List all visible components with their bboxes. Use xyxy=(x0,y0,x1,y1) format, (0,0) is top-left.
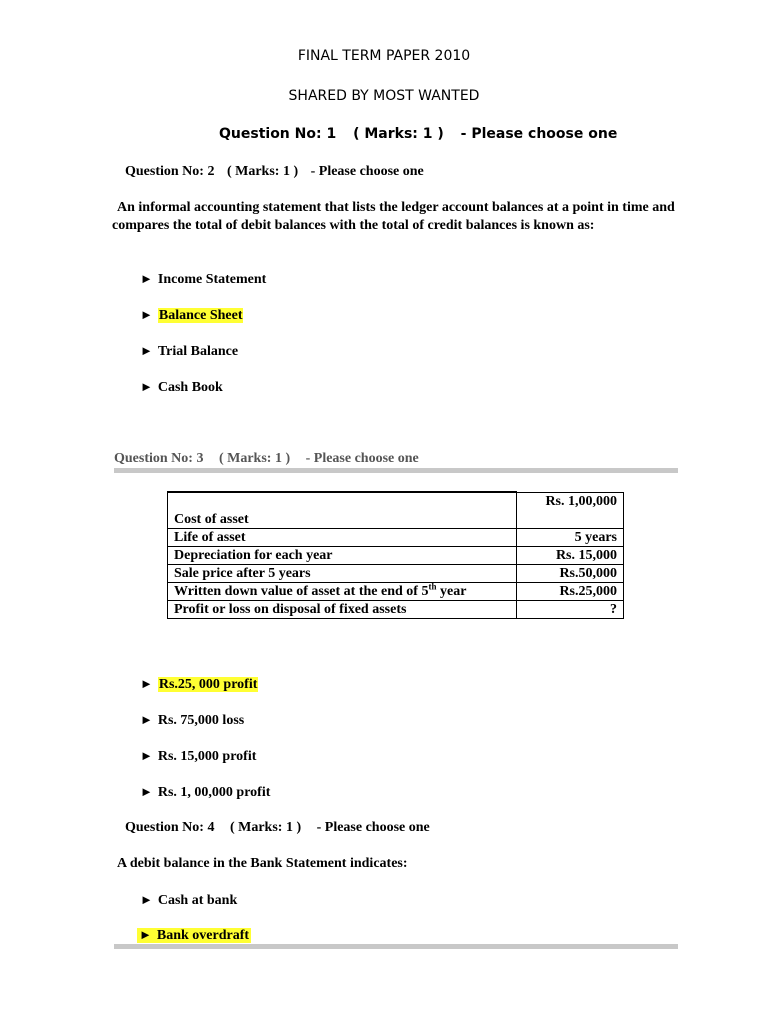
q2-option-4[interactable] xyxy=(140,379,223,396)
q4-option-2[interactable] xyxy=(137,927,251,944)
question-label: Question No: 1 xyxy=(219,126,337,142)
question-marks: ( Marks: 1 ) xyxy=(353,126,444,142)
table-cell-value: Rs.50,000 xyxy=(517,565,624,583)
option-label: Cash at bank xyxy=(157,893,238,908)
question-marks: ( Marks: 1 ) xyxy=(226,164,299,179)
question-2-header xyxy=(125,164,424,180)
table-row xyxy=(168,583,624,601)
triangle-right-icon: ► xyxy=(140,271,153,286)
triangle-right-icon: ► xyxy=(140,343,153,358)
question-instruction: - Please choose one xyxy=(305,451,419,466)
triangle-right-icon: ► xyxy=(140,748,153,763)
question-2-text: An informal accounting statement that lists the ledger account balances at a point in time and compares the total of debit balances with the total of credit balances is known as: xyxy=(112,200,675,233)
table-cell-item: Life of asset xyxy=(168,529,517,547)
triangle-right-icon: ► xyxy=(140,784,153,799)
question-label: Question No: 3 xyxy=(114,451,204,466)
q4-option-1[interactable] xyxy=(140,892,237,909)
section-divider xyxy=(114,944,678,949)
question-1-header xyxy=(219,126,617,142)
table-cell-value: Rs. 1,00,000 xyxy=(517,492,624,529)
page-subtitle: SHARED BY MOST WANTED xyxy=(288,88,480,104)
triangle-right-icon: ► xyxy=(140,892,153,907)
table-cell-item: Sale price after 5 years xyxy=(168,565,517,583)
table-cell-item xyxy=(168,583,517,601)
question-4-text: A debit balance in the Bank Statement indicates: xyxy=(117,856,408,871)
question-label: Question No: 4 xyxy=(125,820,215,835)
table-cell-value: 5 years xyxy=(517,529,624,547)
triangle-right-icon: ► xyxy=(140,676,153,691)
q2-option-2[interactable] xyxy=(140,307,243,324)
table-cell-value: Rs. 15,000 xyxy=(517,547,624,565)
option-label-highlighted: Rs.25, 000 profit xyxy=(158,677,258,692)
question-marks: ( Marks: 1 ) xyxy=(218,451,291,466)
superscript: th xyxy=(428,581,437,592)
question-marks: ( Marks: 1 ) xyxy=(229,820,302,835)
table-cell-value: Rs.25,000 xyxy=(517,583,624,601)
question-instruction: - Please choose one xyxy=(316,820,430,835)
table-row xyxy=(168,547,624,565)
option-label: Rs. 75,000 loss xyxy=(157,713,245,728)
option-label: Cash Book xyxy=(157,380,223,395)
triangle-right-icon: ► xyxy=(140,712,153,727)
option-label: Rs. 1, 00,000 profit xyxy=(157,785,271,800)
option-label: Rs. 15,000 profit xyxy=(157,749,257,764)
section-divider xyxy=(114,468,678,473)
question-4-header xyxy=(125,820,430,836)
triangle-right-icon: ► xyxy=(140,379,153,394)
table-row xyxy=(168,565,624,583)
option-label: Trial Balance xyxy=(157,344,239,359)
table-cell-item: Cost of asset xyxy=(168,492,517,529)
option-label: Income Statement xyxy=(157,272,267,287)
question-instruction: - Please choose one xyxy=(460,126,618,142)
table-row xyxy=(168,492,624,529)
table-cell-item: Depreciation for each year xyxy=(168,547,517,565)
question-instruction: - Please choose one xyxy=(310,164,424,179)
option-label-highlighted: Balance Sheet xyxy=(158,308,243,323)
q3-option-4[interactable] xyxy=(140,784,270,801)
q3-option-3[interactable] xyxy=(140,748,256,765)
q2-option-3[interactable] xyxy=(140,343,238,360)
table-row xyxy=(168,529,624,547)
asset-table xyxy=(167,491,624,619)
option-label-highlighted: Bank overdraft xyxy=(156,928,250,943)
table-cell-value: ? xyxy=(517,601,624,619)
q3-option-1[interactable] xyxy=(140,676,258,693)
q3-option-2[interactable] xyxy=(140,712,244,729)
table-cell-item: Profit or loss on disposal of fixed assets xyxy=(168,601,517,619)
table-row xyxy=(168,601,624,619)
triangle-right-icon: ► xyxy=(139,927,152,942)
page-title: FINAL TERM PAPER 2010 xyxy=(297,48,471,64)
option-highlight-block xyxy=(137,928,251,943)
question-label: Question No: 2 xyxy=(125,164,215,179)
item-text-suffix: year xyxy=(436,584,467,599)
item-text: Written down value of asset at the end of 5 xyxy=(174,584,429,599)
question-3-header xyxy=(114,451,419,467)
triangle-right-icon: ► xyxy=(140,307,153,322)
q2-option-1[interactable] xyxy=(140,271,266,288)
